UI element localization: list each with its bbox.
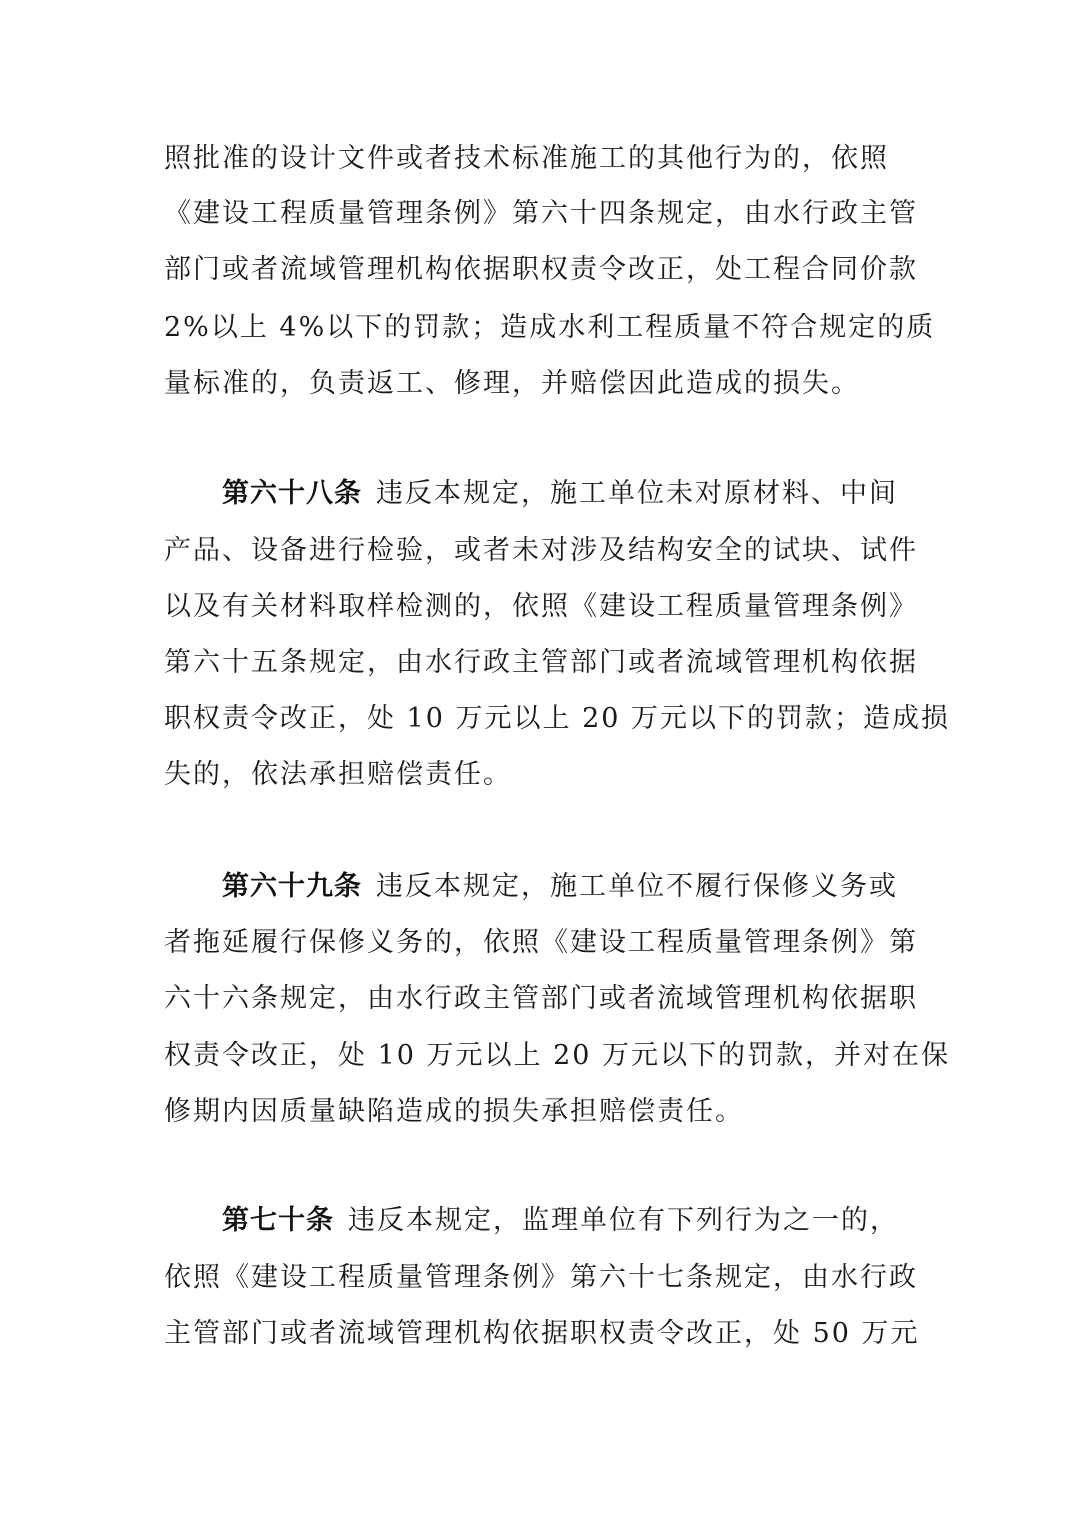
paragraph-line: 第六十五条规定，由水行政主管部门或者流域管理机构依据 — [164, 647, 918, 678]
paragraph-line: 者拖延履行保修义务的，依照《建设工程质量管理条例》第 — [164, 927, 918, 958]
paragraph-line: 2%以上 4%以下的罚款；造成水利工程质量不符合规定的质 — [164, 312, 936, 343]
paragraph-line: 权责令改正，处 10 万元以上 20 万元以下的罚款，并对在保 — [164, 1040, 951, 1071]
paragraph-line: 职权责令改正，处 10 万元以上 20 万元以下的罚款；造成损 — [164, 703, 951, 734]
article-first-line — [164, 476, 898, 512]
article-first-line — [164, 869, 898, 905]
paragraph-line: 失的，依法承担赔偿责任。 — [164, 759, 512, 790]
paragraph-line: 六十六条规定，由水行政主管部门或者流域管理机构依据职 — [164, 983, 918, 1014]
article-text: 违反本规定，监理单位有下列行为之一的， — [348, 1205, 899, 1236]
article-text: 违反本规定，施工单位未对原材料、中间 — [376, 478, 898, 509]
article-text: 违反本规定，施工单位不履行保修义务或 — [376, 871, 898, 902]
paragraph-line: 量标准的，负责返工、修理，并赔偿因此造成的损失。 — [164, 368, 860, 399]
paragraph-line: 《建设工程质量管理条例》第六十四条规定，由水行政主管 — [164, 198, 918, 229]
article-title: 第七十条 — [222, 1205, 334, 1236]
paragraph-line: 以及有关材料取样检测的，依照《建设工程质量管理条例》 — [164, 591, 918, 622]
article-title: 第六十八条 — [222, 478, 362, 509]
article-title: 第六十九条 — [222, 871, 362, 902]
paragraph-line: 产品、设备进行检验，或者未对涉及结构安全的试块、试件 — [164, 535, 918, 566]
paragraph-line: 照批准的设计文件或者技术标准施工的其他行为的，依照 — [164, 143, 889, 174]
article-first-line — [164, 1203, 899, 1239]
paragraph-line: 依照《建设工程质量管理条例》第六十七条规定，由水行政 — [164, 1262, 918, 1293]
paragraph-line: 主管部门或者流域管理机构依据职权责令改正，处 50 万元 — [164, 1318, 920, 1349]
paragraph-line: 修期内因质量缺陷造成的损失承担赔偿责任。 — [164, 1096, 744, 1127]
paragraph-line: 部门或者流域管理机构依据职权责令改正，处工程合同价款 — [164, 254, 918, 285]
